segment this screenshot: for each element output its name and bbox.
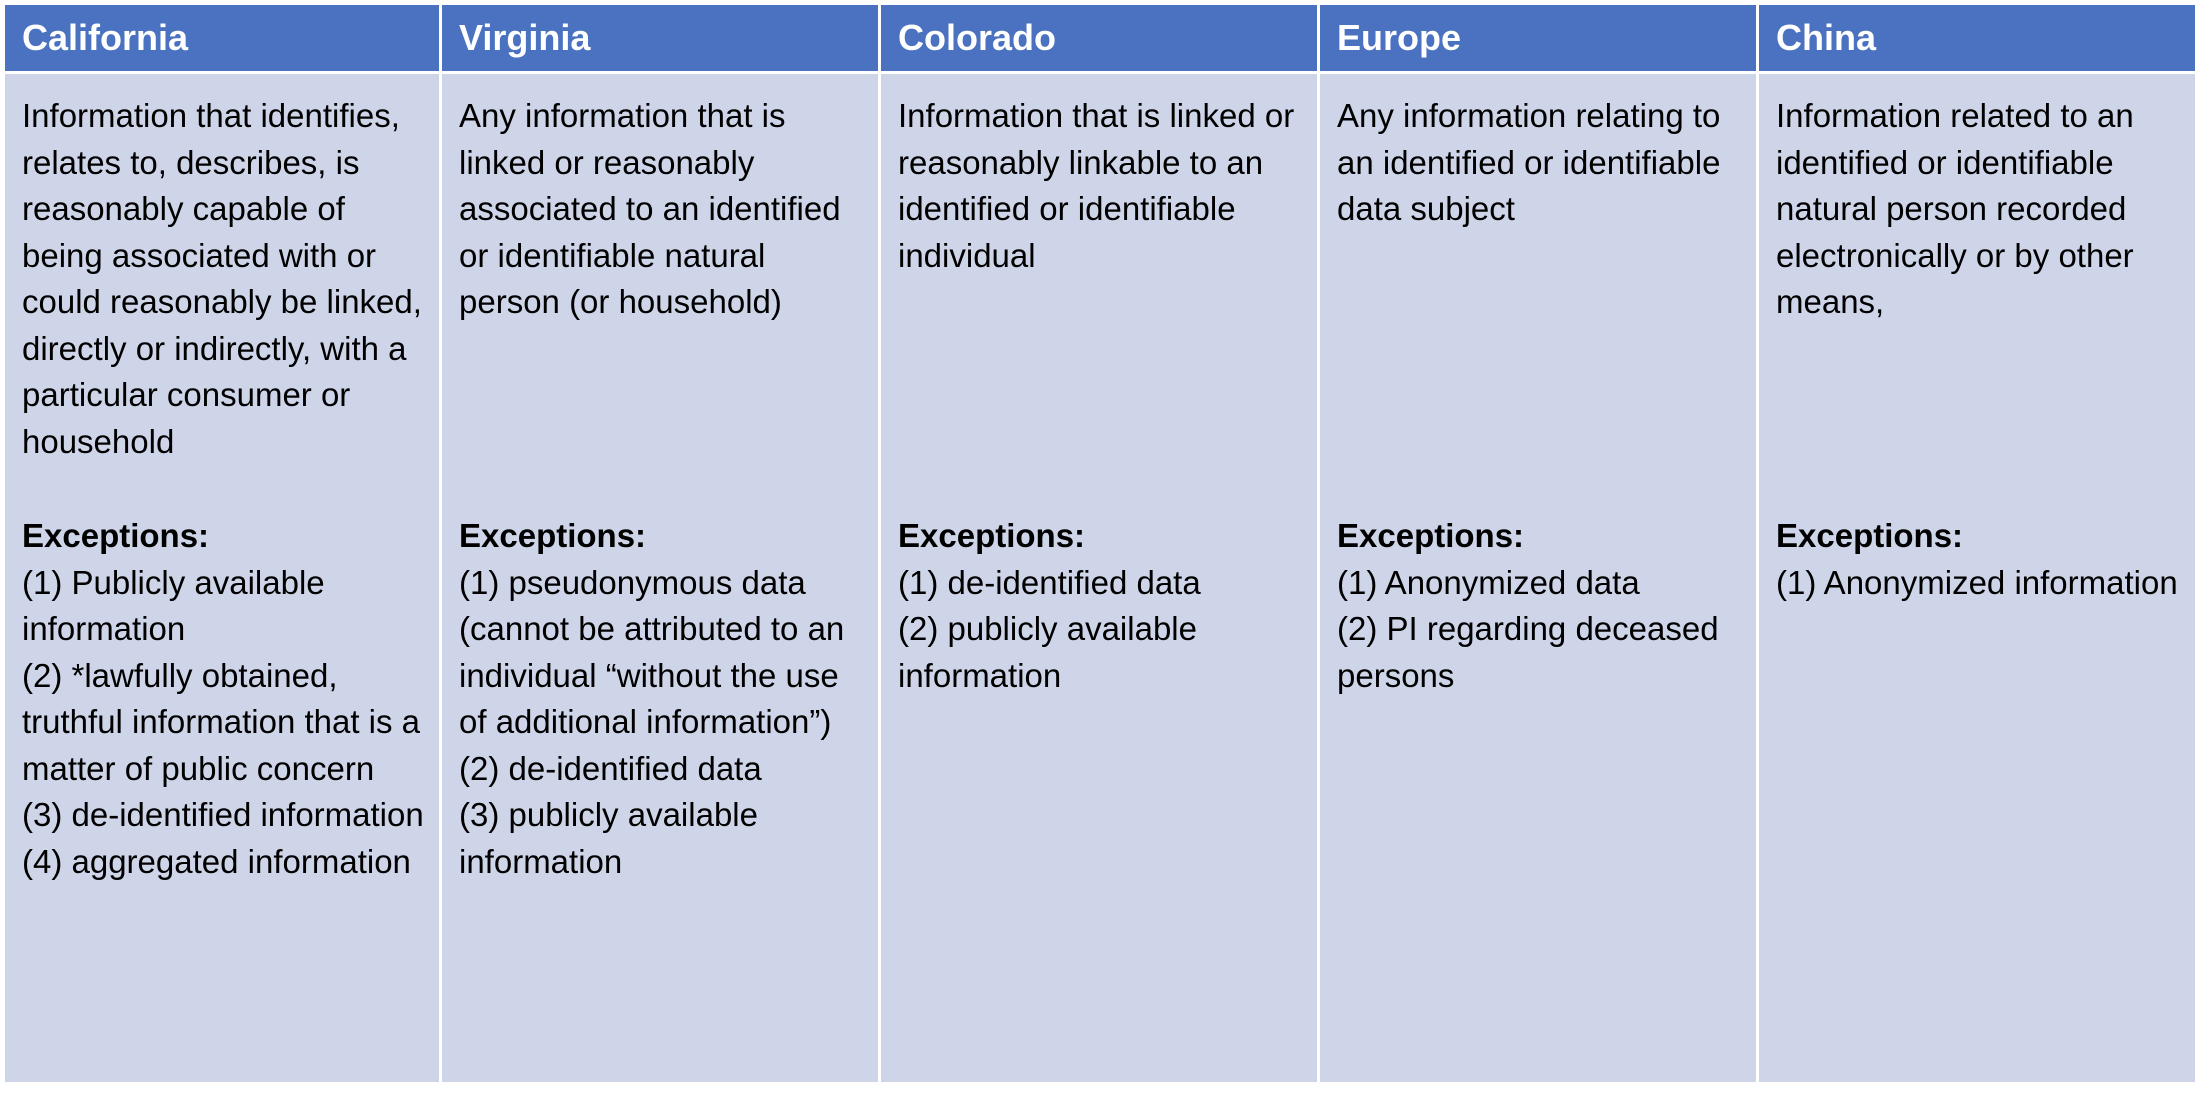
exception-item: (1) Anonymized information bbox=[1776, 563, 2178, 601]
cell-california bbox=[5, 74, 439, 1082]
exception-item: (2) de-identified data bbox=[459, 749, 762, 787]
column-header-colorado: Colorado bbox=[881, 5, 1317, 71]
definition-text: Information related to an identified or identifiable natural person recorded electronically or by other means, bbox=[1776, 97, 2134, 320]
exceptions-heading: Exceptions: bbox=[459, 517, 647, 554]
exception-item: (3) publicly available information bbox=[459, 796, 758, 880]
exceptions-list bbox=[1776, 560, 2183, 607]
exception-item: (3) de-identified information bbox=[22, 796, 424, 833]
exception-item: (1) pseudonymous data (cannot be attributed to an individual “without the use of additional information”) bbox=[459, 563, 845, 740]
cell-europe bbox=[1320, 74, 1756, 1082]
comparison-table bbox=[5, 5, 2195, 1081]
cell-virginia bbox=[442, 74, 878, 1082]
definition-text: Any information that is linked or reasonably associated to an identified or identifiable natural person (or household) bbox=[459, 97, 841, 320]
exceptions-heading: Exceptions: bbox=[22, 517, 210, 554]
exception-item: (1) Publicly available information bbox=[22, 563, 325, 647]
column-header-china: China bbox=[1759, 5, 2195, 71]
exceptions-list bbox=[898, 560, 1305, 700]
column-header-europe: Europe bbox=[1320, 5, 1756, 71]
exceptions-list bbox=[1337, 560, 1744, 700]
definition-text: Information that identifies, relates to, describes, is reasonably capable of being associated with or could reasonably be linked, directly or indirectly, with a particular consumer or household bbox=[22, 97, 422, 460]
cell-china bbox=[1759, 74, 2195, 1082]
exception-item: (1) Anonymized data bbox=[1337, 563, 1640, 601]
column-header-virginia: Virginia bbox=[442, 5, 878, 71]
exceptions-heading: Exceptions: bbox=[1776, 517, 1964, 554]
cell-colorado bbox=[881, 74, 1317, 1082]
exception-item: (4) aggregated information bbox=[22, 842, 411, 880]
exception-item: (2) PI regarding deceased persons bbox=[1337, 610, 1719, 694]
exception-item: (1) de-identified data bbox=[898, 563, 1201, 601]
exceptions-list bbox=[459, 560, 866, 886]
exceptions-heading: Exceptions: bbox=[1337, 517, 1525, 554]
exceptions-list bbox=[22, 560, 427, 886]
exception-item: (2) *lawfully obtained, truthful information that is a matter of public concern bbox=[22, 656, 421, 787]
exceptions-heading: Exceptions: bbox=[898, 517, 1086, 554]
column-header-california: California bbox=[5, 5, 439, 71]
definition-text: Information that is linked or reasonably linkable to an identified or identifiable individual bbox=[898, 97, 1295, 274]
exception-item: (2) publicly available information bbox=[898, 610, 1197, 694]
definition-text: Any information relating to an identified or identifiable data subject bbox=[1337, 97, 1721, 227]
